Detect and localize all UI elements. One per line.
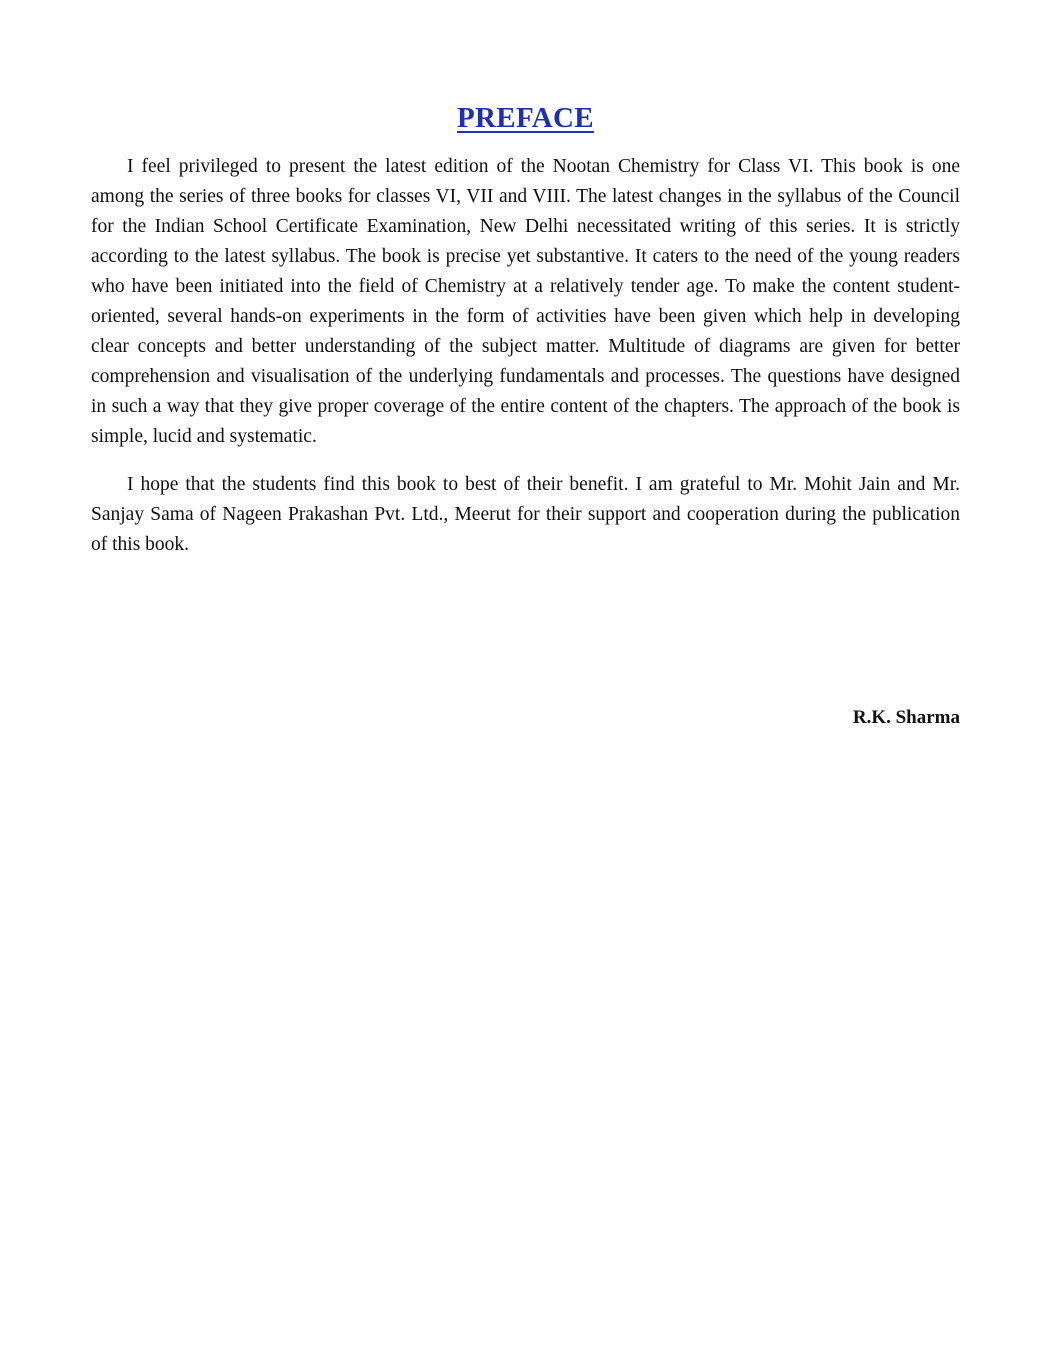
preface-paragraph-2: I hope that the students find this book to best of their benefit. I am grateful to Mr. Mohit Jain and Mr. Sanjay Sama of Nageen Prakashan Pvt. Ltd., Meerut for their support and cooperation during the publication of this book. [91, 474, 960, 555]
author-signature: R.K. Sharma [852, 707, 960, 728]
page-title: PREFACE [457, 102, 594, 134]
preface-page [91, 96, 960, 560]
preface-paragraph-1: I feel privileged to present the latest edition of the Nootan Chemistry for Class VI. This book is one among the series of three books for classes VI, VII and VIII. The latest changes in the syllabus of the Council for the Indian School Certificate Examination, New Delhi necessitated writing of this series. It is strictly according to the latest syllabus. The book is precise yet substantive. It caters to the need of the young readers who have been initiated into the field of Chemistry at a relatively tender age. To make the content student-oriented, several hands-on experiments in the form of activities have been given which help in developing clear concepts and better understanding of the subject matter. Multitude of diagrams are given for better comprehension and visualisation of the underlying fundamentals and processes. The questions have designed in such a way that they give proper coverage of the entire content of the chapters. The approach of the book is simple, lucid and systematic. [91, 156, 960, 447]
